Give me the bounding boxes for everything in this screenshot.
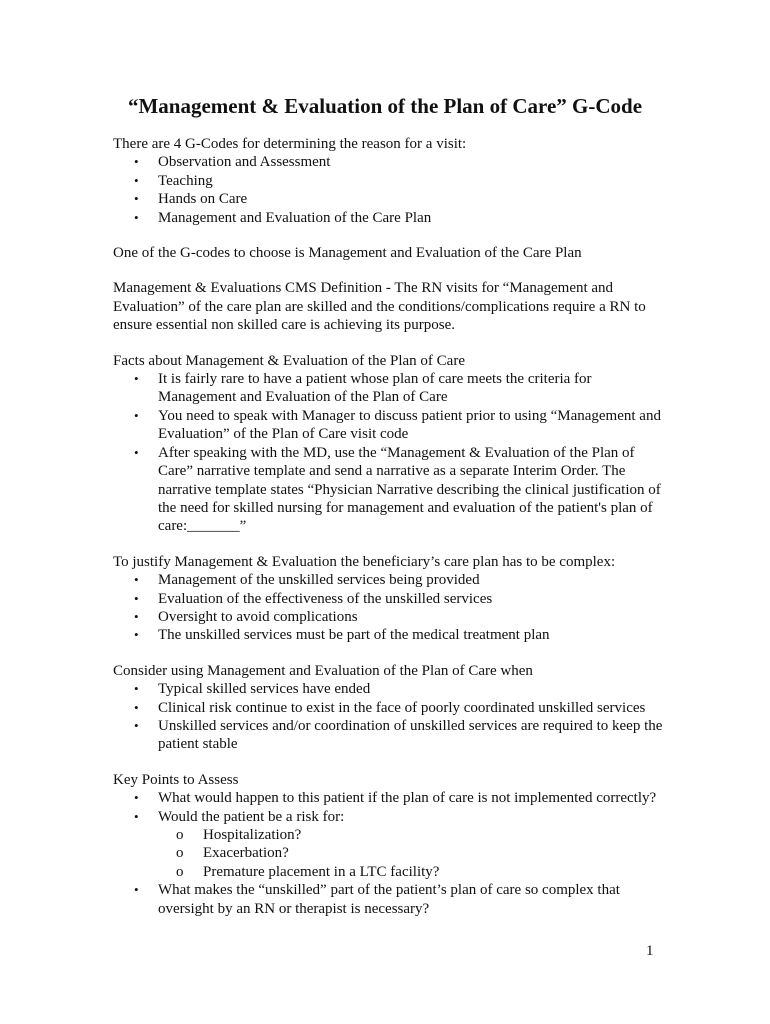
list-item: • Observation and Assessment xyxy=(134,154,331,171)
sub-list-item: o Exacerbation? xyxy=(176,845,289,862)
sub-list-item: o Premature placement in a LTC facility? xyxy=(176,863,440,880)
bullet-icon: • xyxy=(134,209,139,225)
justify-list xyxy=(113,571,673,645)
bullet-icon: • xyxy=(134,699,139,715)
list-item: • Typical skilled services have ended xyxy=(134,681,371,698)
list-item: • Would the patient be a risk for: o Hospitalization? o Exacerbation? o Premature placement in a LTC facility? xyxy=(113,808,673,882)
bullet-icon: • xyxy=(134,154,139,170)
consider-list xyxy=(113,680,673,754)
consider-heading: Consider using Management and Evaluation of the Plan of Care when xyxy=(113,662,533,679)
list-item: • What makes the “unskilled” part of the patient’s plan of care so complex that oversight by an RN or therapist is necessary? xyxy=(134,882,620,917)
bullet-icon: • xyxy=(134,371,139,387)
list-item: • Oversight to avoid complications xyxy=(134,608,358,625)
list-item: • Management of the unskilled services being provided xyxy=(134,572,480,589)
bullet-icon: • xyxy=(134,608,139,624)
facts-list xyxy=(113,370,673,536)
keypoints-heading: Key Points to Assess xyxy=(113,771,239,788)
hollow-bullet-icon: o xyxy=(176,827,184,843)
list-item: • Unskilled services and/or coordination of unskilled services are required to keep the patient stable xyxy=(134,717,663,753)
bullet-icon: • xyxy=(134,627,139,643)
gcode-list xyxy=(113,153,673,227)
list-item: • After speaking with the MD, use the “Management & Evaluation of the Plan of Care” narrative template and send a narrative as a separate Interim Order. The narrative template states “Physician Narrative describing the clinical justification of the need for skilled nursing for management and evaluation of the patient's plan of care:_______” xyxy=(134,444,661,535)
bullet-icon: • xyxy=(134,172,139,188)
bullet-icon: • xyxy=(134,717,139,733)
list-item: • Evaluation of the effectiveness of the unskilled services xyxy=(134,590,493,607)
intro-text: There are 4 G-Codes for determining the reason for a visit: xyxy=(113,136,467,152)
bullet-icon: • xyxy=(134,590,139,606)
bullet-icon: • xyxy=(134,407,139,423)
list-item: • What would happen to this patient if the plan of care is not implemented correctly? xyxy=(134,790,657,807)
bullet-icon: • xyxy=(134,572,139,588)
document-body xyxy=(113,135,673,935)
list-item: • Clinical risk continue to exist in the face of poorly coordinated unskilled services xyxy=(134,699,646,716)
list-item: • Hands on Care xyxy=(134,191,248,208)
list-item: • You need to speak with Manager to discuss patient prior to using “Management and Evaluation” of the Plan of Care visit code xyxy=(134,407,661,443)
list-item: • The unskilled services must be part of the medical treatment plan xyxy=(134,627,550,644)
facts-heading: Facts about Management & Evaluation of the Plan of Care xyxy=(113,352,465,369)
definition-text: Management & Evaluations CMS Definition - The RN visits for “Management and Evaluation” of the care plan are skilled and the conditions/complications require a RN to ensure essential non skilled care is achieving its purpose. xyxy=(113,280,646,334)
page-number: 1 xyxy=(646,943,654,959)
list-item: • Teaching xyxy=(134,172,213,189)
page-title: “Management & Evaluation of the Plan of Care” G-Code xyxy=(127,94,643,118)
bullet-icon: • xyxy=(134,444,139,460)
risk-sublist xyxy=(158,826,673,881)
list-item: • It is fairly rare to have a patient whose plan of care meets the criteria for Management and Evaluation of the Plan of Care xyxy=(134,371,592,406)
bullet-icon: • xyxy=(134,681,139,697)
bullet-icon: • xyxy=(134,808,139,824)
hollow-bullet-icon: o xyxy=(176,863,184,880)
justify-heading: To justify Management & Evaluation the beneficiary’s care plan has to be complex: xyxy=(113,553,616,570)
choose-text: One of the G-codes to choose is Management and Evaluation of the Care Plan xyxy=(113,245,582,262)
bullet-icon: • xyxy=(134,191,139,207)
keypoints-list xyxy=(113,789,673,918)
bullet-icon: • xyxy=(134,882,139,898)
bullet-icon: • xyxy=(134,790,139,806)
hollow-bullet-icon: o xyxy=(176,845,184,862)
sub-list-item: o Hospitalization? xyxy=(176,827,302,843)
list-item: • Management and Evaluation of the Care Plan xyxy=(134,209,432,226)
